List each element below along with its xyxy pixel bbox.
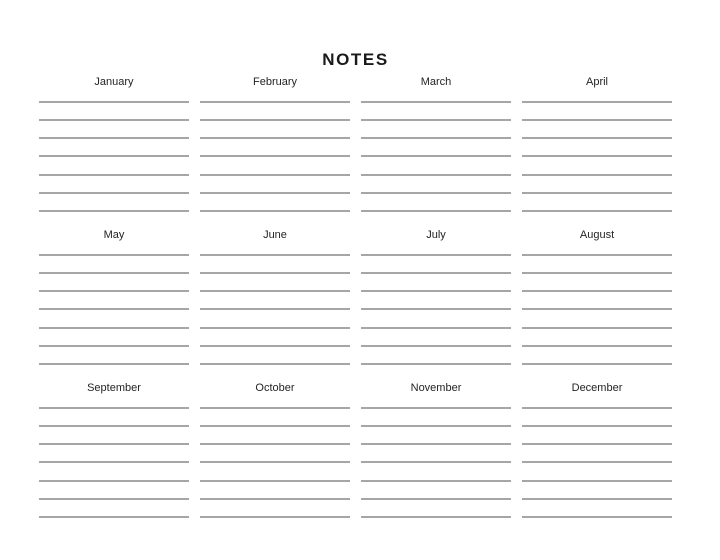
months-row-3: [39, 378, 672, 535]
ruled-line: [200, 290, 350, 308]
ruled-line: [39, 443, 189, 461]
ruled-line: [39, 137, 189, 155]
ruled-line: [361, 155, 511, 173]
ruled-line: [39, 272, 189, 290]
ruled-line: [200, 407, 350, 425]
ruled-line: [361, 480, 511, 498]
ruled-line: [361, 308, 511, 326]
month-section-march: [361, 72, 511, 229]
month-label: June: [263, 229, 287, 241]
ruled-line: [200, 480, 350, 498]
month-section-september: [39, 378, 189, 535]
ruled-line: [39, 290, 189, 308]
ruled-line: [39, 101, 189, 119]
ruled-line: [200, 345, 350, 363]
ruled-lines: [522, 254, 672, 382]
ruled-line: [522, 345, 672, 363]
months-row-2: [39, 225, 672, 382]
ruled-lines: [361, 254, 511, 382]
ruled-lines: [522, 101, 672, 229]
ruled-line: [522, 101, 672, 119]
ruled-line: [200, 498, 350, 516]
ruled-line: [39, 498, 189, 516]
ruled-lines: [522, 407, 672, 535]
ruled-line: [200, 101, 350, 119]
month-section-february: [200, 72, 350, 229]
ruled-lines: [361, 101, 511, 229]
ruled-line: [361, 327, 511, 345]
ruled-line: [200, 308, 350, 326]
ruled-line: [522, 272, 672, 290]
month-section-april: [522, 72, 672, 229]
ruled-line: [361, 407, 511, 425]
month-section-november: [361, 378, 511, 535]
ruled-line: [361, 290, 511, 308]
month-section-may: [39, 225, 189, 382]
ruled-line: [522, 308, 672, 326]
ruled-line: [200, 192, 350, 210]
month-label: July: [426, 229, 446, 241]
ruled-lines: [39, 101, 189, 229]
ruled-line: [39, 425, 189, 443]
ruled-line: [522, 480, 672, 498]
ruled-line: [39, 480, 189, 498]
ruled-line: [361, 101, 511, 119]
month-label: September: [87, 382, 141, 394]
ruled-line: [361, 254, 511, 272]
ruled-lines: [200, 101, 350, 229]
ruled-line: [361, 119, 511, 137]
month-label: January: [94, 76, 134, 88]
ruled-line: [361, 272, 511, 290]
ruled-line: [200, 272, 350, 290]
ruled-line: [361, 461, 511, 479]
ruled-line: [522, 327, 672, 345]
ruled-line: [522, 254, 672, 272]
ruled-line: [200, 137, 350, 155]
ruled-line: [361, 174, 511, 192]
page-title: NOTES: [322, 50, 389, 69]
ruled-line: [522, 461, 672, 479]
month-label: February: [252, 76, 298, 88]
ruled-line: [39, 461, 189, 479]
ruled-line: [522, 498, 672, 516]
ruled-line: [39, 516, 189, 534]
ruled-line: [361, 345, 511, 363]
ruled-line: [522, 192, 672, 210]
ruled-line: [361, 498, 511, 516]
ruled-line: [361, 516, 511, 534]
month-label: November: [410, 382, 462, 394]
ruled-line: [39, 327, 189, 345]
ruled-line: [522, 119, 672, 137]
ruled-line: [200, 174, 350, 192]
month-section-december: [522, 378, 672, 535]
ruled-line: [522, 516, 672, 534]
month-label: October: [255, 382, 295, 394]
ruled-line: [200, 443, 350, 461]
ruled-line: [200, 516, 350, 534]
ruled-line: [200, 425, 350, 443]
ruled-line: [522, 155, 672, 173]
ruled-lines: [39, 254, 189, 382]
month-label: April: [585, 76, 608, 88]
month-section-january: [39, 72, 189, 229]
ruled-line: [522, 425, 672, 443]
ruled-line: [200, 119, 350, 137]
ruled-lines: [361, 407, 511, 535]
months-grid: [39, 72, 672, 542]
ruled-line: [39, 308, 189, 326]
ruled-line: [200, 461, 350, 479]
ruled-line: [39, 155, 189, 173]
ruled-lines: [39, 407, 189, 535]
month-section-august: [522, 225, 672, 382]
month-label: December: [571, 382, 623, 394]
ruled-line: [522, 137, 672, 155]
month-label: May: [103, 229, 125, 241]
month-section-october: [200, 378, 350, 535]
month-section-june: [200, 225, 350, 382]
ruled-line: [200, 254, 350, 272]
ruled-line: [39, 192, 189, 210]
ruled-line: [200, 155, 350, 173]
month-label: March: [420, 76, 452, 88]
ruled-line: [200, 327, 350, 345]
ruled-line: [522, 174, 672, 192]
ruled-line: [522, 290, 672, 308]
ruled-line: [39, 407, 189, 425]
ruled-lines: [200, 254, 350, 382]
ruled-line: [39, 254, 189, 272]
month-section-july: [361, 225, 511, 382]
ruled-line: [361, 192, 511, 210]
ruled-line: [361, 443, 511, 461]
ruled-lines: [200, 407, 350, 535]
ruled-line: [522, 407, 672, 425]
ruled-line: [522, 443, 672, 461]
ruled-line: [39, 119, 189, 137]
ruled-line: [39, 345, 189, 363]
ruled-line: [361, 137, 511, 155]
month-label: August: [579, 229, 615, 241]
ruled-line: [361, 425, 511, 443]
ruled-line: [39, 174, 189, 192]
months-row-1: [39, 72, 672, 229]
